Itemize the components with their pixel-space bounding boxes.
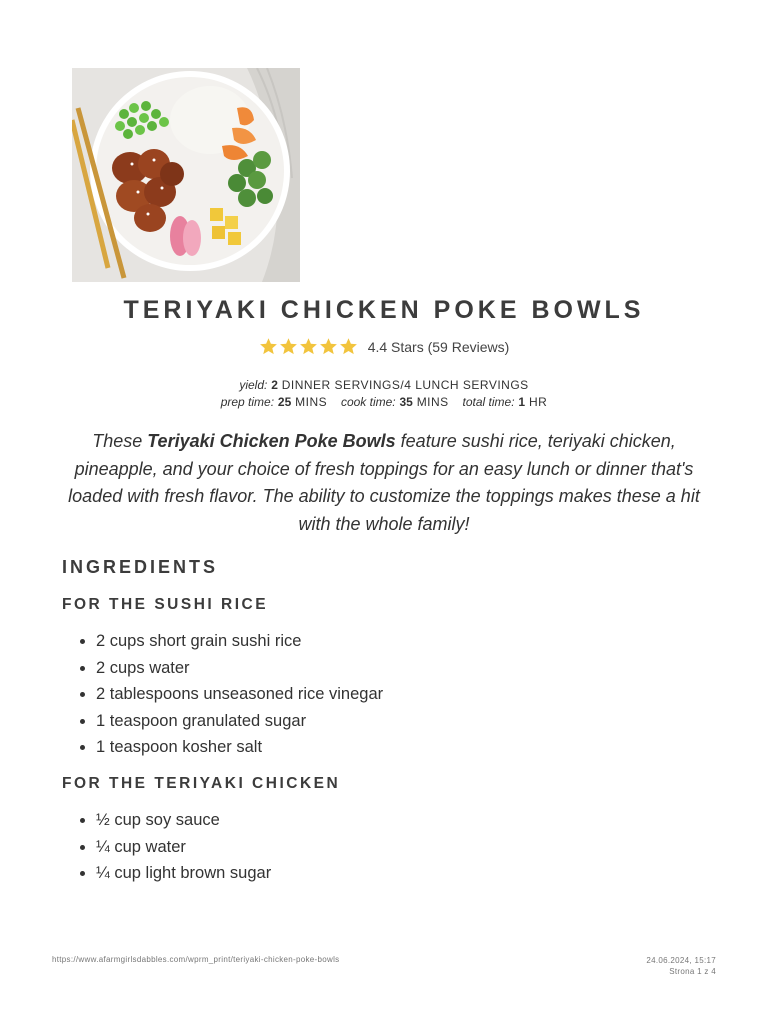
prep-value: 25 xyxy=(277,395,292,409)
total-unit: HR xyxy=(528,395,548,409)
cook-label: cook time: xyxy=(340,395,396,409)
star-icon[interactable] xyxy=(319,337,338,356)
prep-label: prep time: xyxy=(220,395,275,409)
cook-unit: MINS xyxy=(416,395,449,409)
star-icon[interactable] xyxy=(259,337,278,356)
star-icon[interactable] xyxy=(339,337,358,356)
cook-value: 35 xyxy=(399,395,413,409)
summary-bold: Teriyaki Chicken Poke Bowls xyxy=(147,431,396,451)
recipe-title: TERIYAKI CHICKEN POKE BOWLS xyxy=(123,296,645,324)
total-value: 1 xyxy=(518,395,526,409)
ingredient-item: • ½ cup soy sauce xyxy=(96,807,271,834)
recipe-summary xyxy=(62,428,706,538)
star-icon[interactable] xyxy=(279,337,298,356)
ingredient-item: • ¼ cup light brown sugar xyxy=(96,860,271,887)
recipe-photo xyxy=(72,68,300,282)
poke-bowl-illustration xyxy=(72,68,300,282)
ingredient-item: • 1 teaspoon granulated sugar xyxy=(96,708,383,735)
ingredients-heading: INGREDIENTS xyxy=(62,557,219,577)
yield-row xyxy=(0,377,768,394)
prep-unit: MINS xyxy=(295,395,328,409)
ingredient-item: • 1 teaspoon kosher salt xyxy=(96,734,383,761)
rating-text: 4.4 Stars (59 Reviews) xyxy=(367,338,510,355)
ingredient-item: • ¼ cup water xyxy=(96,834,271,861)
summary-pre: These xyxy=(92,431,148,451)
star-icon[interactable] xyxy=(299,337,318,356)
footer-datetime: 24.06.2024, 15:17 xyxy=(646,956,716,965)
ingredient-list-sushi-rice xyxy=(62,628,383,761)
footer-page: Strona 1 z 4 xyxy=(669,967,716,976)
group-heading-teriyaki-chicken: FOR THE TERIYAKI CHICKEN xyxy=(62,775,341,792)
summary-post: feature sushi rice, teriyaki chicken, pineapple, and your choice of fresh toppings for an easy lunch or dinner that's loaded with fresh flavor. The ability to customize the toppings makes these a hit with the whole family! xyxy=(68,431,700,534)
yield-unit: DINNER SERVINGS/4 LUNCH SERVINGS xyxy=(281,378,529,392)
ingredient-item: • 2 cups water xyxy=(96,655,383,682)
group-heading-sushi-rice: FOR THE SUSHI RICE xyxy=(62,596,269,613)
yield-label: yield: xyxy=(239,378,268,392)
ingredient-list-teriyaki-chicken xyxy=(62,807,271,887)
time-row xyxy=(0,394,768,411)
rating xyxy=(0,337,768,356)
ingredient-item: • 2 tablespoons unseasoned rice vinegar xyxy=(96,681,383,708)
footer-url[interactable]: https://www.afarmgirlsdabbles.com/wprm_print/teriyaki-chicken-poke-bowls xyxy=(52,955,340,964)
recipe-meta xyxy=(0,377,768,411)
footer-info xyxy=(646,955,716,977)
rating-stars[interactable] xyxy=(259,337,358,356)
ingredient-item: • 2 cups short grain sushi rice xyxy=(96,628,383,655)
total-label: total time: xyxy=(462,395,515,409)
yield-value: 2 xyxy=(271,378,278,392)
